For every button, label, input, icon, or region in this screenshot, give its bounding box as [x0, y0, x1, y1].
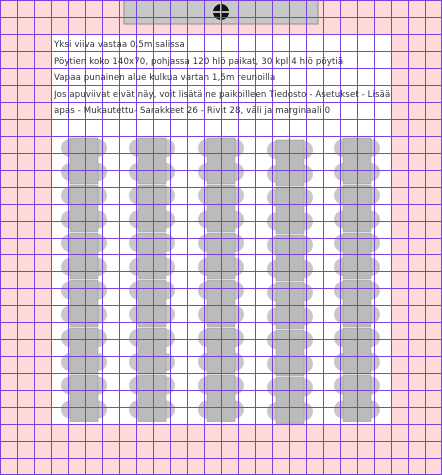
table — [138, 281, 166, 327]
note-free-zone: Vapaa punainen alue kulkua vartan 1,5m reunoilla — [54, 73, 276, 84]
table — [70, 376, 98, 422]
table — [138, 328, 166, 374]
table — [70, 281, 98, 327]
table — [138, 233, 166, 279]
table — [138, 376, 166, 422]
table — [70, 186, 98, 232]
table — [70, 233, 98, 279]
note-table-size: Pöytien koko 140x70, pohjassa 120 hlö paikat, 30 kpl 4 hlö pöytiä — [54, 56, 344, 67]
note-guides: Jos apuviivat eivät näy, voit lisätä ne paikoilleen Tiedosto - Asetukset - Lisää apas - Mukautettu- Sarakkeet 26 - Rivit 28, väli ja marginaali 0 — [54, 89, 391, 117]
table — [70, 328, 98, 374]
table — [138, 186, 166, 232]
table — [138, 138, 166, 184]
table — [70, 138, 98, 184]
note-scale: Yksi viiva vastaa 0,5m salissa — [54, 40, 185, 50]
